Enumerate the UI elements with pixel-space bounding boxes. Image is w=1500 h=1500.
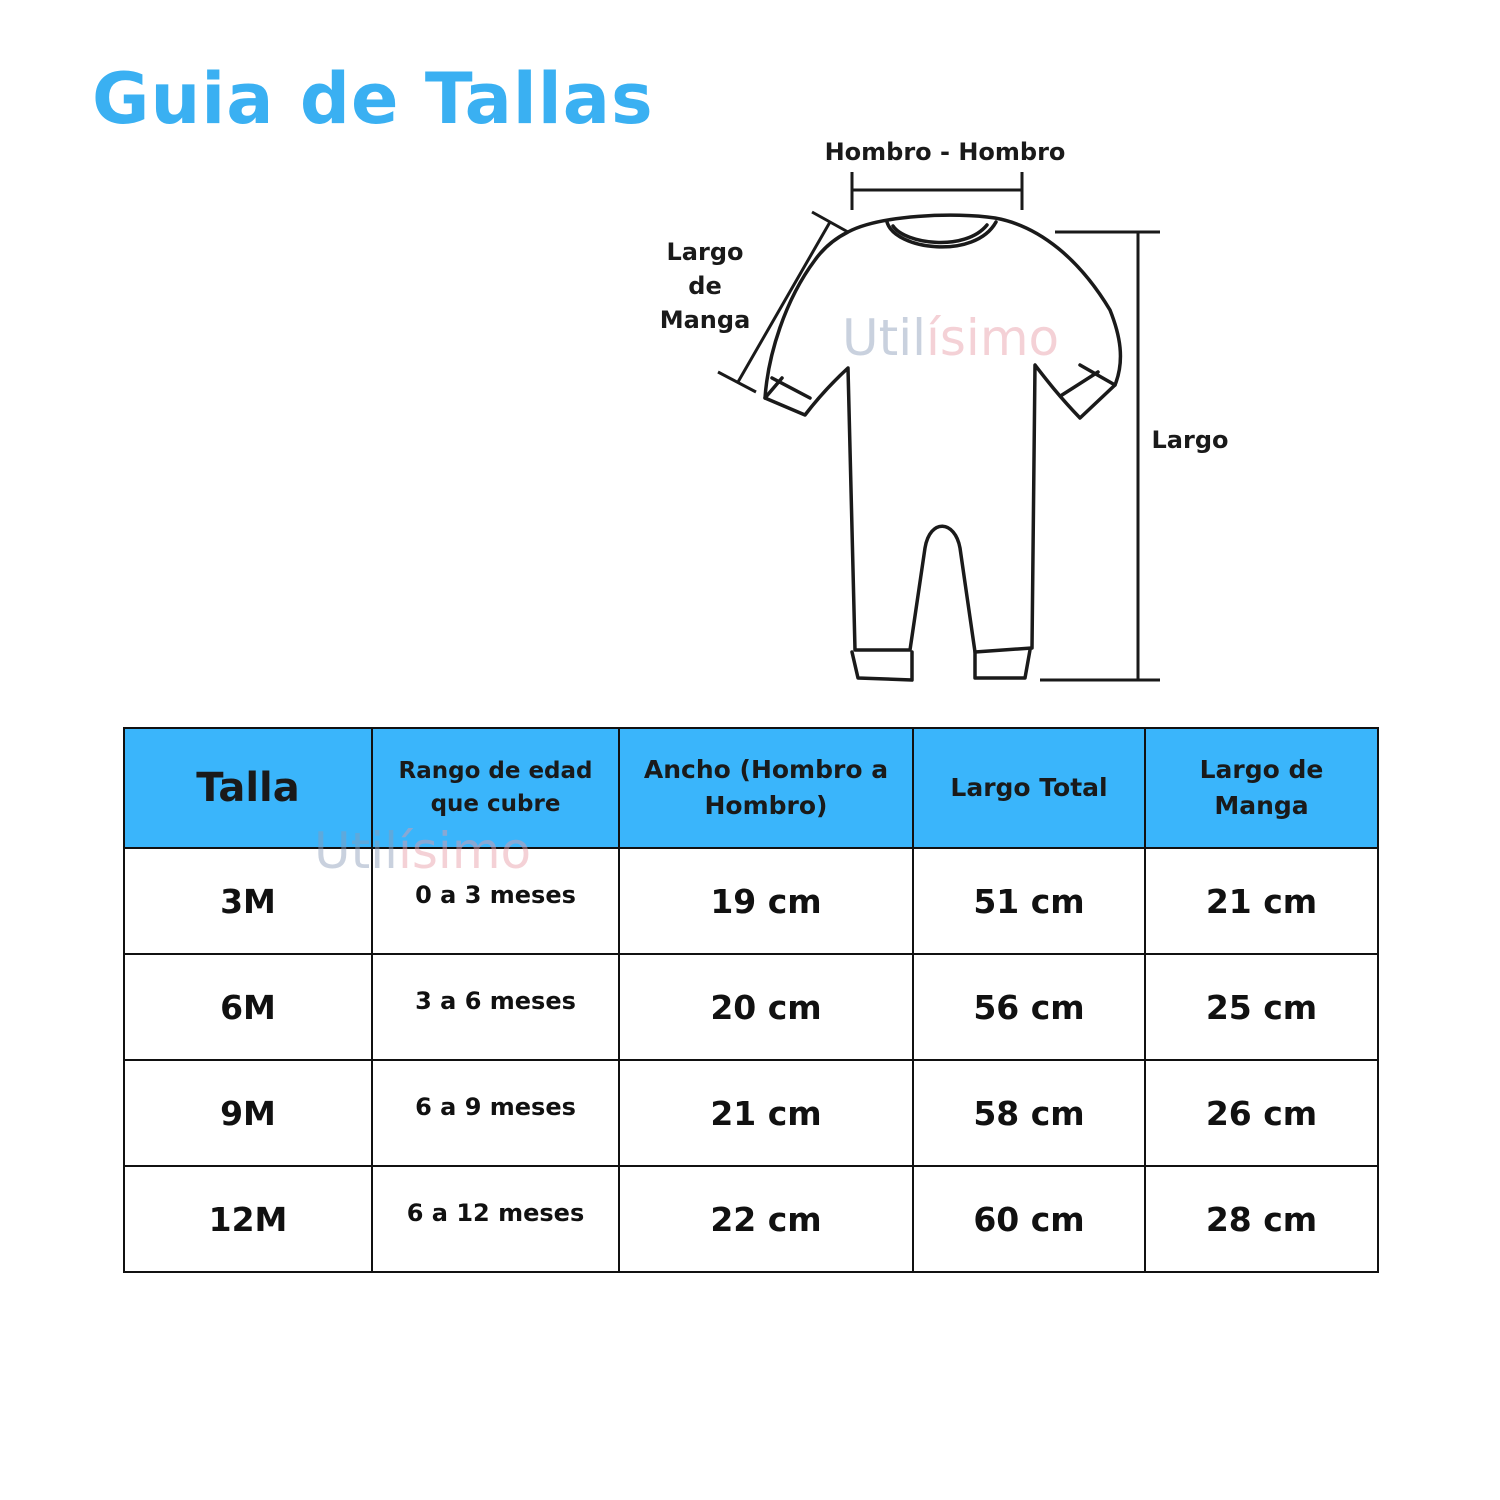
cell-ancho: 22 cm — [619, 1166, 913, 1272]
cell-largo-manga: 26 cm — [1145, 1060, 1378, 1166]
onesie-illustration — [600, 120, 1300, 720]
cell-largo-manga: 21 cm — [1145, 848, 1378, 954]
watermark-part-b: ísimo — [925, 309, 1060, 367]
cell-talla: 3M — [124, 848, 372, 954]
shoulder-label: Hombro - Hombro — [824, 138, 1066, 166]
table-watermark-part-b: ísimo — [397, 822, 532, 880]
cell-rango: 0 a 3 meses — [372, 848, 619, 954]
cell-largo-manga: 25 cm — [1145, 954, 1378, 1060]
page-title: Guia de Tallas — [92, 58, 654, 140]
cell-talla: 9M — [124, 1060, 372, 1166]
size-table — [123, 727, 1379, 1273]
cell-largo-total: 51 cm — [913, 848, 1145, 954]
header-talla: Talla — [124, 728, 372, 848]
onesie-outline — [765, 215, 1120, 680]
table-row — [124, 1060, 1378, 1166]
table-header-row — [124, 728, 1378, 848]
table-watermark-part-a: Util — [314, 822, 398, 880]
cell-talla: 12M — [124, 1166, 372, 1272]
sleeve-label-line1: Largo — [666, 238, 744, 266]
cell-largo-total: 56 cm — [913, 954, 1145, 1060]
cell-largo-total: 58 cm — [913, 1060, 1145, 1166]
length-label: Largo — [1151, 426, 1229, 454]
header-ancho: Ancho (Hombro a Hombro) — [619, 728, 913, 848]
diagram-watermark — [842, 309, 1059, 367]
cell-ancho: 21 cm — [619, 1060, 913, 1166]
cell-largo-total: 60 cm — [913, 1166, 1145, 1272]
sleeve-label-line3: Manga — [659, 306, 751, 334]
sleeve-label-line2: de — [688, 272, 722, 300]
watermark-part-a: Util — [842, 309, 926, 367]
table-row — [124, 848, 1378, 954]
cell-ancho: 19 cm — [619, 848, 913, 954]
header-largo-manga: Largo de Manga — [1145, 728, 1378, 848]
cell-rango: 3 a 6 meses — [372, 954, 619, 1060]
cell-ancho: 20 cm — [619, 954, 913, 1060]
header-rango-edad: Rango de edad que cubre — [372, 728, 619, 848]
onesie-diagram — [600, 120, 1300, 720]
cell-talla: 6M — [124, 954, 372, 1060]
cell-rango: 6 a 12 meses — [372, 1166, 619, 1272]
table-row — [124, 954, 1378, 1060]
cell-rango: 6 a 9 meses — [372, 1060, 619, 1166]
table-row — [124, 1166, 1378, 1272]
cell-largo-manga: 28 cm — [1145, 1166, 1378, 1272]
header-largo-total: Largo Total — [913, 728, 1145, 848]
